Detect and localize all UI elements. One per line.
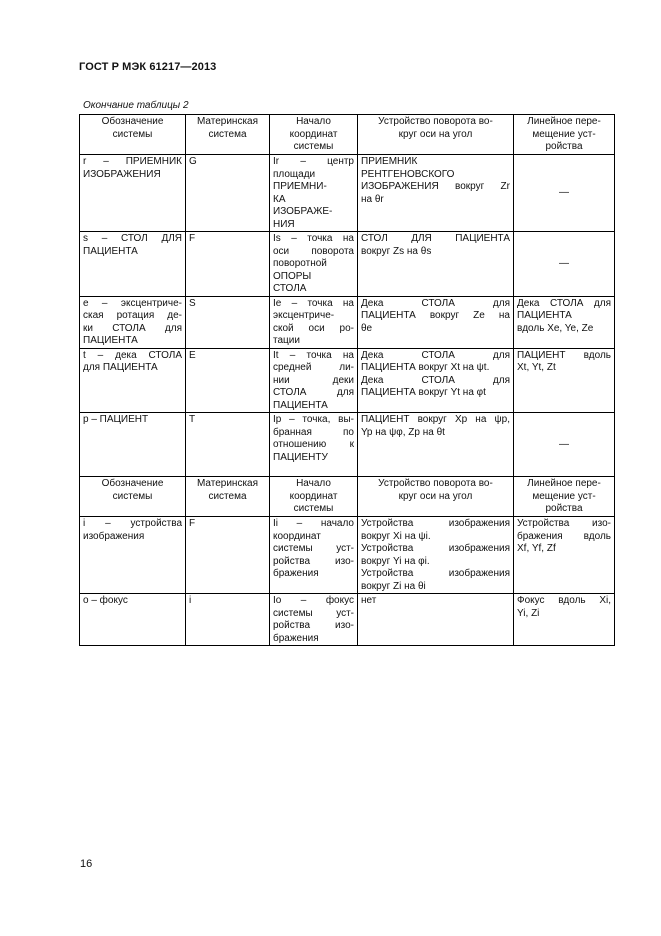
cell-line: бранная по (273, 426, 354, 438)
cell-line: вокруг Zi на θi (361, 580, 426, 592)
header-linear-motion (514, 115, 615, 155)
header-line: координат (289, 490, 338, 502)
cell-line: бражения (273, 632, 319, 644)
cell-line: ской оси ро- (273, 322, 354, 334)
cell-rotation (358, 232, 514, 297)
header-line: Начало (296, 116, 331, 127)
cell-linear-motion (514, 348, 615, 413)
cell-origin (270, 232, 358, 297)
header-origin (270, 115, 358, 155)
cell-origin (270, 348, 358, 413)
cell-line: ОПОРЫ (273, 270, 312, 282)
cell-line: s – СТОЛ ДЛЯ (83, 233, 182, 244)
cell-line: изображения (83, 530, 145, 542)
cell-line: Дека СТОЛА для (361, 349, 510, 361)
cell-line: ПРИЕМНИ- (273, 181, 327, 192)
cell-line: ИЗОБРАЖЕНИЯ вокруг Zr (361, 181, 510, 192)
cell-designation (80, 517, 186, 594)
table-row (80, 296, 615, 348)
cell-line: Yp на ψφ, Zp на θt (361, 426, 445, 438)
cell-line: поворотной (273, 258, 327, 269)
cell-line: средней ли- (273, 362, 354, 373)
header-line: системы (112, 490, 153, 502)
header-line: круг оси на угол (398, 128, 473, 140)
cell-linear-motion (514, 296, 615, 348)
cell-line: ПАЦИЕНТА вокруг Yt на φt (361, 387, 486, 398)
header-line: Материнская (196, 478, 259, 489)
header-line: мещение уст- (532, 128, 596, 140)
header-line: системы (293, 503, 334, 514)
cell-line: θe (361, 322, 373, 334)
header-line: Устройство поворота во- (378, 116, 493, 127)
cell-rotation (358, 517, 514, 594)
cell-line: на θr (361, 193, 384, 205)
cell-line: СТОЛА (273, 283, 307, 294)
table-row (80, 348, 615, 413)
cell-text: F (189, 233, 196, 244)
cell-line: тации (273, 335, 300, 346)
cell-line: СТОЛ ДЛЯ ПАЦИЕНТА (361, 233, 510, 244)
cell-parent-system (186, 232, 270, 297)
cell-line: ПРИЕМНИК (361, 156, 418, 167)
table-row (80, 594, 615, 646)
cell-linear-motion (514, 155, 615, 232)
cell-line: t – дека СТОЛА (83, 349, 182, 361)
cell-line: Ir – центр (273, 156, 354, 167)
cell-designation (80, 413, 186, 477)
header-rotation (358, 115, 514, 155)
cell-line: Дека СТОЛА для (361, 374, 510, 386)
cell-rotation (358, 413, 514, 477)
cell-line: ПАЦИЕНТ вдоль (517, 349, 611, 361)
cell-line: p – ПАЦИЕНТ (83, 414, 149, 425)
cell-line: КА (273, 193, 286, 205)
cell-line: нет (361, 595, 377, 606)
cell-line: Yi, Zi (517, 607, 540, 619)
header-line: Линейное пере- (527, 116, 601, 127)
cell-origin (270, 594, 358, 646)
header-line: система (208, 128, 247, 140)
table-row (80, 413, 615, 477)
cell-line: Устройства изображения (361, 518, 510, 529)
cell-line: Ii – начало (273, 518, 354, 529)
header-line: Материнская (196, 116, 259, 127)
header-line: Устройство поворота во- (378, 478, 493, 489)
cell-line: СТОЛА для (273, 387, 354, 398)
cell-line: ская ротация де- (83, 310, 182, 321)
cell-origin (270, 155, 358, 232)
cell-linear-motion (514, 413, 615, 477)
cell-text: E (189, 349, 196, 361)
header-line: ройства (545, 141, 583, 152)
cell-line: НИЯ (273, 218, 295, 230)
cell-origin (270, 517, 358, 594)
cell-line: Устройства изображения (361, 568, 510, 579)
cell-line: ПАЦИЕНТА (517, 310, 572, 321)
cell-line: Устройства изображения (361, 543, 510, 554)
cell-line: Дека СТОЛА для (517, 297, 611, 309)
header-line: Обозначение (101, 116, 164, 127)
cell-line: Ip – точка, вы- (273, 414, 354, 425)
cell-rotation (358, 594, 514, 646)
cell-line: вокруг Xi на ψi. (361, 530, 431, 542)
cell-origin (270, 296, 358, 348)
cell-linear-motion (514, 517, 615, 594)
cell-line: Xf, Yf, Zf (517, 543, 556, 554)
cell-designation (80, 296, 186, 348)
cell-line: нии деки (273, 374, 354, 386)
header-origin (270, 477, 358, 517)
cell-line: Io – фокус (273, 595, 354, 606)
empty-dash: — (559, 187, 569, 199)
header-line: системы (293, 141, 334, 152)
cell-line: эксцентриче- (273, 310, 335, 321)
header-rotation (358, 477, 514, 517)
header-linear-motion (514, 477, 615, 517)
table-row (80, 517, 615, 594)
cell-line: Xt, Yt, Zt (517, 362, 556, 373)
header-designation (80, 115, 186, 155)
header-line: Обозначение (101, 478, 164, 489)
cell-text: G (189, 156, 197, 167)
cell-line: ПАЦИЕНТА вокруг Xt на ψt. (361, 362, 490, 373)
cell-line: ПАЦИЕНТА (83, 335, 138, 346)
header-line: круг оси на угол (398, 490, 473, 502)
cell-line: Устройства изо- (517, 518, 611, 529)
cell-line: вдоль Xe, Ye, Ze (517, 322, 594, 334)
table-row (80, 155, 615, 232)
header-line: Начало (296, 478, 331, 489)
page-number: 16 (80, 858, 93, 870)
cell-line: It – точка на (273, 349, 354, 361)
cell-line: ПАЦИЕНТА (273, 399, 328, 411)
cell-parent-system (186, 296, 270, 348)
header-parent-system (186, 477, 270, 517)
cell-line: РЕНТГЕНОВСКОГО (361, 168, 455, 180)
cell-line: o – фокус (83, 595, 128, 606)
cell-rotation (358, 348, 514, 413)
header-line: системы (112, 128, 153, 140)
cell-line: ройства изо- (273, 620, 354, 631)
cell-rotation (358, 155, 514, 232)
cell-parent-system (186, 348, 270, 413)
empty-dash: — (559, 438, 569, 450)
cell-line: ПАЦИЕНТА вокруг Ze на (361, 310, 510, 321)
coordinate-systems-table (79, 114, 615, 646)
header-parent-system (186, 115, 270, 155)
cell-line: e – эксцентриче- (83, 297, 182, 309)
cell-line: Фокус вдоль Xi, (517, 595, 611, 606)
document-header: ГОСТ Р МЭК 61217—2013 (79, 61, 217, 73)
empty-dash: — (559, 258, 569, 269)
cell-line: Ie – точка на (273, 297, 354, 309)
table-caption: Окончание таблицы 2 (83, 100, 189, 111)
cell-line: i – устройства (83, 518, 182, 529)
cell-parent-system (186, 155, 270, 232)
cell-line: r – ПРИЕМНИК (83, 156, 182, 167)
table-header-row (80, 115, 615, 155)
cell-line: Дека СТОЛА для (361, 297, 510, 309)
table-row (80, 232, 615, 297)
cell-line: площади (273, 168, 316, 180)
cell-designation (80, 155, 186, 232)
cell-line: ПАЦИЕНТ вокруг Xp на ψp, (361, 414, 510, 425)
cell-text: T (189, 414, 196, 425)
cell-designation (80, 348, 186, 413)
header-line: координат (289, 128, 338, 140)
cell-line: ИЗОБРАЖЕНИЯ (83, 168, 161, 180)
cell-linear-motion (514, 594, 615, 646)
table-header-row (80, 477, 615, 517)
header-line: система (208, 490, 247, 502)
cell-line: ройства изо- (273, 555, 354, 567)
cell-line: бражения вдоль (517, 530, 611, 542)
header-designation (80, 477, 186, 517)
cell-linear-motion (514, 232, 615, 297)
header-line: ройства (545, 503, 583, 514)
cell-line: оси поворота (273, 245, 354, 257)
cell-designation (80, 594, 186, 646)
cell-line: бражения (273, 568, 319, 579)
cell-line: ПАЦИЕНТУ (273, 451, 328, 463)
cell-text: i (189, 595, 192, 606)
cell-line: ПАЦИЕНТА (83, 245, 138, 257)
cell-parent-system (186, 594, 270, 646)
cell-line: вокруг Yi на φi. (361, 555, 430, 567)
cell-line: координат (273, 530, 321, 542)
cell-parent-system (186, 413, 270, 477)
cell-designation (80, 232, 186, 297)
cell-origin (270, 413, 358, 477)
cell-line: ИЗОБРАЖЕ- (273, 206, 333, 217)
header-line: мещение уст- (532, 490, 596, 502)
cell-line: отношению к (273, 439, 354, 450)
cell-line: для ПАЦИЕНТА (83, 362, 158, 373)
cell-text: S (189, 297, 196, 309)
cell-line: системы уст- (273, 607, 354, 619)
cell-parent-system (186, 517, 270, 594)
cell-line: вокруг Zs на θs (361, 245, 432, 257)
cell-line: системы уст- (273, 543, 354, 554)
cell-rotation (358, 296, 514, 348)
header-line: Линейное пере- (527, 478, 601, 489)
cell-line: ки СТОЛА для (83, 322, 182, 334)
cell-line: Is – точка на (273, 233, 354, 244)
cell-text: F (189, 518, 196, 529)
